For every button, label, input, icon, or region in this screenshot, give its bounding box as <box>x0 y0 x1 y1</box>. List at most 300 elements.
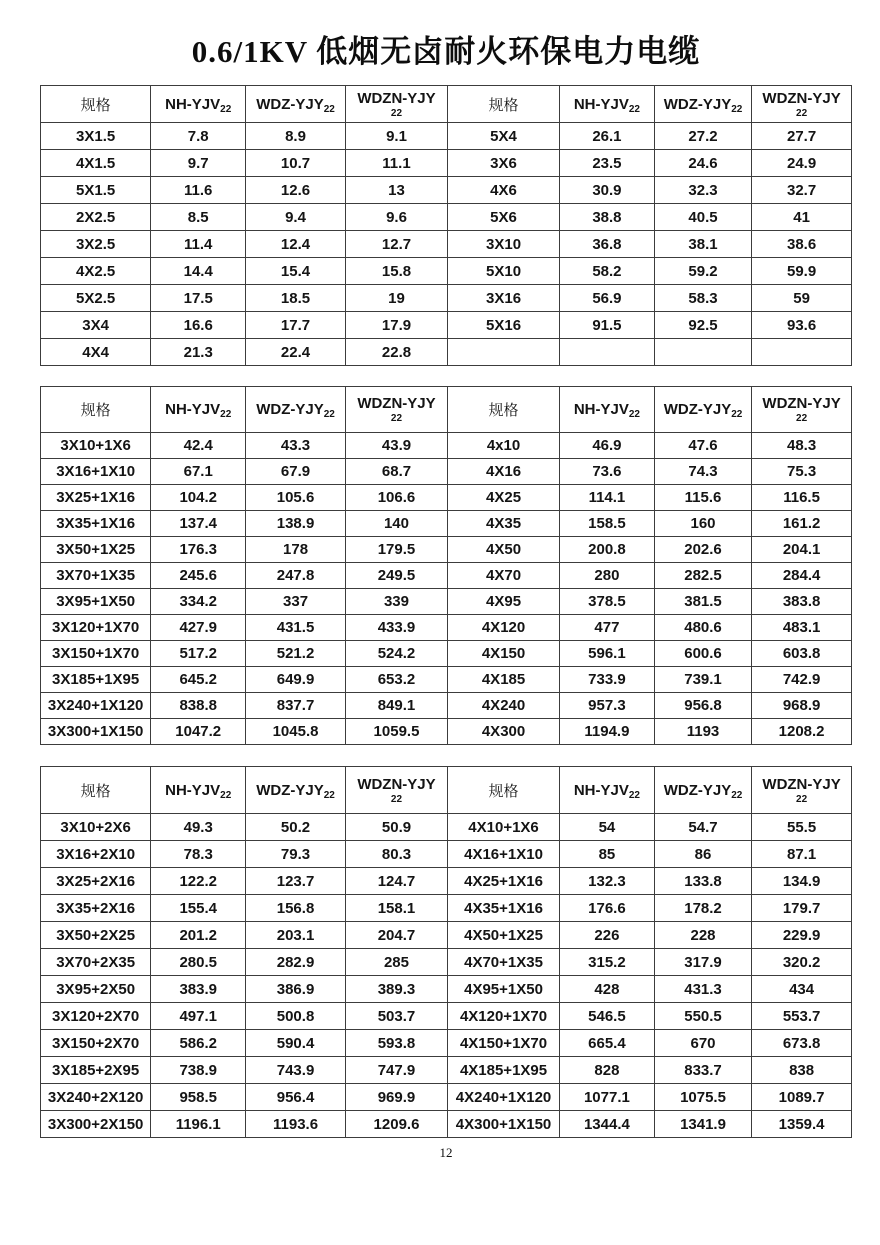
value-cell: 1344.4 <box>559 1111 654 1138</box>
value-cell: 158.1 <box>345 895 447 922</box>
spec-cell: 3X50+2X25 <box>41 922 151 949</box>
header-label: NH-YJV <box>573 781 629 799</box>
value-cell: 133.8 <box>654 868 751 895</box>
value-cell: 600.6 <box>654 641 751 667</box>
table-row <box>41 204 852 231</box>
table-row <box>41 537 852 563</box>
cable-type-column-header <box>246 767 346 814</box>
value-cell: 75.3 <box>752 459 852 485</box>
table-row <box>41 177 852 204</box>
value-cell: 137.4 <box>151 511 246 537</box>
spec-cell: 3X95+1X50 <box>41 589 151 615</box>
spec-cell: 4X120+1X70 <box>448 1003 560 1030</box>
value-cell: 8.5 <box>151 204 246 231</box>
value-cell: 586.2 <box>151 1030 246 1057</box>
table-row <box>41 693 852 719</box>
table-row <box>41 1030 852 1057</box>
value-cell: 11.1 <box>345 150 447 177</box>
value-cell: 1196.1 <box>151 1111 246 1138</box>
cable-type-column-header <box>654 387 751 433</box>
spec-cell: 4X16 <box>448 459 560 485</box>
value-cell: 957.3 <box>559 693 654 719</box>
value-cell: 521.2 <box>246 641 346 667</box>
value-cell: 67.9 <box>246 459 346 485</box>
value-cell: 26.1 <box>559 123 654 150</box>
spec-cell: 3X240+1X120 <box>41 693 151 719</box>
value-cell: 315.2 <box>559 949 654 976</box>
value-cell: 480.6 <box>654 615 751 641</box>
header-subscript: 22 <box>731 789 743 801</box>
cable-type-column-header <box>151 767 246 814</box>
cable-type-column-header <box>559 86 654 123</box>
value-cell: 67.1 <box>151 459 246 485</box>
value-cell: 85 <box>559 841 654 868</box>
table-row <box>41 258 852 285</box>
value-cell: 386.9 <box>246 976 346 1003</box>
spec-cell: 3X10+2X6 <box>41 814 151 841</box>
value-cell: 428 <box>559 976 654 1003</box>
value-cell: 339 <box>345 589 447 615</box>
value-cell: 204.1 <box>752 537 852 563</box>
value-cell: 86 <box>654 841 751 868</box>
value-cell: 284.4 <box>752 563 852 589</box>
value-cell: 50.2 <box>246 814 346 841</box>
table-row <box>41 949 852 976</box>
table-row <box>41 641 852 667</box>
value-cell: 317.9 <box>654 949 751 976</box>
header-label: WDZ-YJY <box>256 781 324 799</box>
value-cell: 80.3 <box>345 841 447 868</box>
cable-table-2 <box>40 386 852 745</box>
spec-cell: 4X35+1X16 <box>448 895 560 922</box>
table-1-body <box>41 123 852 366</box>
value-cell: 27.7 <box>752 123 852 150</box>
spec-cell: 3X35+2X16 <box>41 895 151 922</box>
header-label: 规格 <box>80 97 111 114</box>
table-2-body <box>41 433 852 745</box>
spec-cell: 5X2.5 <box>41 285 151 312</box>
value-cell: 73.6 <box>559 459 654 485</box>
value-cell: 138.9 <box>246 511 346 537</box>
cable-type-column-header <box>151 86 246 123</box>
value-cell: 334.2 <box>151 589 246 615</box>
value-cell: 14.4 <box>151 258 246 285</box>
spec-cell: 3X10 <box>448 231 560 258</box>
value-cell: 40.5 <box>654 204 751 231</box>
value-cell: 285 <box>345 949 447 976</box>
value-cell: 18.5 <box>246 285 346 312</box>
spec-cell: 3X50+1X25 <box>41 537 151 563</box>
value-cell: 87.1 <box>752 841 852 868</box>
value-cell: 653.2 <box>345 667 447 693</box>
cable-type-column-header <box>345 86 447 123</box>
value-cell: 546.5 <box>559 1003 654 1030</box>
spec-cell: 4X150+1X70 <box>448 1030 560 1057</box>
value-cell: 10.7 <box>246 150 346 177</box>
value-cell <box>654 339 751 366</box>
table-row <box>41 1057 852 1084</box>
table-3-body <box>41 814 852 1138</box>
header-label: WDZN-YJY <box>762 395 841 412</box>
cable-type-column-header <box>654 767 751 814</box>
header-label: WDZN-YJY <box>357 775 436 793</box>
value-cell: 282.5 <box>654 563 751 589</box>
spec-cell: 3X300+2X150 <box>41 1111 151 1138</box>
table-row <box>41 976 852 1003</box>
value-cell: 178 <box>246 537 346 563</box>
value-cell: 383.9 <box>151 976 246 1003</box>
cable-type-column-header <box>246 86 346 123</box>
spec-cell: 4X185+1X95 <box>448 1057 560 1084</box>
value-cell: 1075.5 <box>654 1084 751 1111</box>
value-cell: 747.9 <box>345 1057 447 1084</box>
spec-cell: 5X6 <box>448 204 560 231</box>
spec-column-header <box>448 767 560 814</box>
header-subscript: 22 <box>390 793 403 805</box>
cable-type-column-header <box>151 387 246 433</box>
table-gap <box>40 366 880 386</box>
value-cell: 15.4 <box>246 258 346 285</box>
header-subscript: 22 <box>220 103 232 115</box>
value-cell: 24.9 <box>752 150 852 177</box>
header-label: WDZ-YJY <box>663 401 732 418</box>
value-cell: 427.9 <box>151 615 246 641</box>
value-cell: 12.4 <box>246 231 346 258</box>
value-cell: 739.1 <box>654 667 751 693</box>
value-cell: 115.6 <box>654 485 751 511</box>
table-header-row <box>41 387 852 433</box>
spec-cell: 3X120+1X70 <box>41 615 151 641</box>
header-subscript: 22 <box>628 789 640 801</box>
value-cell: 381.5 <box>654 589 751 615</box>
header-subscript: 22 <box>220 789 232 801</box>
value-cell: 19 <box>345 285 447 312</box>
spec-cell: 3X95+2X50 <box>41 976 151 1003</box>
value-cell: 1077.1 <box>559 1084 654 1111</box>
spec-column-header <box>41 86 151 123</box>
table-row <box>41 589 852 615</box>
value-cell: 58.2 <box>559 258 654 285</box>
cable-type-column-header <box>752 86 852 123</box>
value-cell: 200.8 <box>559 537 654 563</box>
value-cell: 383.8 <box>752 589 852 615</box>
value-cell: 176.6 <box>559 895 654 922</box>
spec-cell: 3X300+1X150 <box>41 719 151 745</box>
value-cell: 43.3 <box>246 433 346 459</box>
value-cell: 9.7 <box>151 150 246 177</box>
header-subscript: 22 <box>796 107 808 119</box>
value-cell <box>559 339 654 366</box>
header-label: WDZ-YJY <box>256 95 324 113</box>
header-subscript: 22 <box>390 107 403 119</box>
value-cell: 27.2 <box>654 123 751 150</box>
spec-cell: 4x10 <box>448 433 560 459</box>
table-row <box>41 150 852 177</box>
value-cell: 742.9 <box>752 667 852 693</box>
value-cell: 92.5 <box>654 312 751 339</box>
spec-cell: 5X1.5 <box>41 177 151 204</box>
table-row <box>41 895 852 922</box>
table-1-header <box>41 86 852 123</box>
header-subscript: 22 <box>731 103 743 115</box>
value-cell: 105.6 <box>246 485 346 511</box>
value-cell: 106.6 <box>345 485 447 511</box>
value-cell: 596.1 <box>559 641 654 667</box>
value-cell: 8.9 <box>246 123 346 150</box>
spec-cell: 4X300+1X150 <box>448 1111 560 1138</box>
header-subscript: 22 <box>796 793 808 805</box>
value-cell: 78.3 <box>151 841 246 868</box>
header-subscript: 22 <box>796 413 808 424</box>
spec-cell: 3X150+1X70 <box>41 641 151 667</box>
value-cell: 68.7 <box>345 459 447 485</box>
value-cell: 22.8 <box>345 339 447 366</box>
value-cell: 48.3 <box>752 433 852 459</box>
table-row <box>41 231 852 258</box>
value-cell: 41 <box>752 204 852 231</box>
spec-cell: 2X2.5 <box>41 204 151 231</box>
table-row <box>41 339 852 366</box>
value-cell: 1193 <box>654 719 751 745</box>
spec-cell: 5X16 <box>448 312 560 339</box>
spec-cell: 4X150 <box>448 641 560 667</box>
spec-cell: 5X4 <box>448 123 560 150</box>
value-cell: 849.1 <box>345 693 447 719</box>
table-3-header <box>41 767 852 814</box>
header-subscript: 22 <box>220 409 232 420</box>
page-number: 12 <box>439 1145 453 1160</box>
value-cell: 176.3 <box>151 537 246 563</box>
header-subscript: 22 <box>628 409 640 420</box>
value-cell: 132.3 <box>559 868 654 895</box>
value-cell: 969.9 <box>345 1084 447 1111</box>
spec-cell: 3X185+1X95 <box>41 667 151 693</box>
value-cell: 56.9 <box>559 285 654 312</box>
value-cell: 140 <box>345 511 447 537</box>
cable-type-column-header <box>752 767 852 814</box>
value-cell: 74.3 <box>654 459 751 485</box>
cable-type-column-header <box>559 387 654 433</box>
value-cell: 179.5 <box>345 537 447 563</box>
spec-cell: 4X1.5 <box>41 150 151 177</box>
value-cell: 36.8 <box>559 231 654 258</box>
value-cell <box>752 339 852 366</box>
header-subscript: 22 <box>323 103 335 115</box>
value-cell: 838 <box>752 1057 852 1084</box>
value-cell: 477 <box>559 615 654 641</box>
spec-column-header <box>448 387 560 433</box>
value-cell: 673.8 <box>752 1030 852 1057</box>
value-cell: 958.5 <box>151 1084 246 1111</box>
spec-column-header <box>41 387 151 433</box>
header-label: 规格 <box>80 403 111 419</box>
value-cell: 497.1 <box>151 1003 246 1030</box>
value-cell: 1341.9 <box>654 1111 751 1138</box>
cable-type-column-header <box>752 387 852 433</box>
header-label: WDZN-YJY <box>762 89 841 107</box>
value-cell: 32.3 <box>654 177 751 204</box>
spec-cell: 4X240+1X120 <box>448 1084 560 1111</box>
spec-cell: 4X185 <box>448 667 560 693</box>
value-cell: 280.5 <box>151 949 246 976</box>
table-row <box>41 285 852 312</box>
value-cell: 9.6 <box>345 204 447 231</box>
value-cell: 320.2 <box>752 949 852 976</box>
value-cell: 483.1 <box>752 615 852 641</box>
table-gap <box>40 745 880 766</box>
value-cell: 1359.4 <box>752 1111 852 1138</box>
value-cell: 433.9 <box>345 615 447 641</box>
value-cell: 49.3 <box>151 814 246 841</box>
spec-cell: 5X10 <box>448 258 560 285</box>
value-cell: 431.5 <box>246 615 346 641</box>
value-cell: 524.2 <box>345 641 447 667</box>
value-cell: 603.8 <box>752 641 852 667</box>
table-row <box>41 485 852 511</box>
header-label: 规格 <box>488 403 519 419</box>
spec-cell: 3X70+2X35 <box>41 949 151 976</box>
spec-cell: 4X10+1X6 <box>448 814 560 841</box>
table-row <box>41 459 852 485</box>
spec-cell: 4X35 <box>448 511 560 537</box>
value-cell: 12.6 <box>246 177 346 204</box>
table-row <box>41 1084 852 1111</box>
spec-cell: 4X50+1X25 <box>448 922 560 949</box>
header-label: WDZ-YJY <box>256 401 324 418</box>
value-cell: 743.9 <box>246 1057 346 1084</box>
value-cell: 116.5 <box>752 485 852 511</box>
value-cell: 593.8 <box>345 1030 447 1057</box>
spec-cell: 4X16+1X10 <box>448 841 560 868</box>
value-cell: 11.4 <box>151 231 246 258</box>
value-cell: 7.8 <box>151 123 246 150</box>
value-cell: 156.8 <box>246 895 346 922</box>
value-cell: 828 <box>559 1057 654 1084</box>
value-cell: 229.9 <box>752 922 852 949</box>
table-row <box>41 511 852 537</box>
header-label: WDZN-YJY <box>762 775 841 793</box>
value-cell: 21.3 <box>151 339 246 366</box>
value-cell: 833.7 <box>654 1057 751 1084</box>
value-cell: 247.8 <box>246 563 346 589</box>
spec-cell: 4X70+1X35 <box>448 949 560 976</box>
value-cell: 1193.6 <box>246 1111 346 1138</box>
header-label: NH-YJV <box>165 95 221 113</box>
header-label: NH-YJV <box>573 95 629 113</box>
value-cell: 32.7 <box>752 177 852 204</box>
spec-column-header <box>448 86 560 123</box>
table-row <box>41 868 852 895</box>
table-row <box>41 615 852 641</box>
value-cell: 59.2 <box>654 258 751 285</box>
cable-type-column-header <box>246 387 346 433</box>
value-cell: 155.4 <box>151 895 246 922</box>
table-row <box>41 922 852 949</box>
value-cell: 178.2 <box>654 895 751 922</box>
value-cell: 23.5 <box>559 150 654 177</box>
spec-cell: 3X2.5 <box>41 231 151 258</box>
value-cell: 160 <box>654 511 751 537</box>
value-cell: 1208.2 <box>752 719 852 745</box>
header-label: WDZ-YJY <box>663 95 732 113</box>
value-cell: 55.5 <box>752 814 852 841</box>
header-label: WDZN-YJY <box>357 89 436 107</box>
value-cell: 12.7 <box>345 231 447 258</box>
value-cell: 590.4 <box>246 1030 346 1057</box>
value-cell: 245.6 <box>151 563 246 589</box>
header-label: WDZ-YJY <box>663 781 732 799</box>
spec-cell: 3X16+1X10 <box>41 459 151 485</box>
value-cell: 956.4 <box>246 1084 346 1111</box>
value-cell: 378.5 <box>559 589 654 615</box>
value-cell: 733.9 <box>559 667 654 693</box>
value-cell: 158.5 <box>559 511 654 537</box>
value-cell: 58.3 <box>654 285 751 312</box>
value-cell: 11.6 <box>151 177 246 204</box>
spec-cell: 3X240+2X120 <box>41 1084 151 1111</box>
value-cell: 161.2 <box>752 511 852 537</box>
cable-type-column-header <box>654 86 751 123</box>
cable-table-1 <box>40 85 852 366</box>
spec-cell: 4X2.5 <box>41 258 151 285</box>
value-cell: 38.8 <box>559 204 654 231</box>
spec-cell: 4X95 <box>448 589 560 615</box>
spec-cell: 3X16 <box>448 285 560 312</box>
spec-cell: 3X6 <box>448 150 560 177</box>
value-cell: 54 <box>559 814 654 841</box>
page-title: 0.6/1KV 低烟无卤耐火环保电力电缆 <box>191 34 701 69</box>
value-cell: 47.6 <box>654 433 751 459</box>
value-cell: 22.4 <box>246 339 346 366</box>
spec-cell: 3X185+2X95 <box>41 1057 151 1084</box>
value-cell: 553.7 <box>752 1003 852 1030</box>
table-header-row <box>41 86 852 123</box>
value-cell: 1059.5 <box>345 719 447 745</box>
value-cell: 645.2 <box>151 667 246 693</box>
spec-cell: 4X95+1X50 <box>448 976 560 1003</box>
value-cell: 42.4 <box>151 433 246 459</box>
value-cell: 38.1 <box>654 231 751 258</box>
value-cell: 134.9 <box>752 868 852 895</box>
table-row <box>41 719 852 745</box>
value-cell: 30.9 <box>559 177 654 204</box>
value-cell: 17.9 <box>345 312 447 339</box>
value-cell: 249.5 <box>345 563 447 589</box>
cable-type-column-header <box>345 387 447 433</box>
spec-cell: 3X16+2X10 <box>41 841 151 868</box>
value-cell: 50.9 <box>345 814 447 841</box>
header-subscript: 22 <box>323 409 335 420</box>
table-row <box>41 814 852 841</box>
table-row <box>41 841 852 868</box>
value-cell: 434 <box>752 976 852 1003</box>
header-label: 规格 <box>488 783 519 800</box>
value-cell: 738.9 <box>151 1057 246 1084</box>
value-cell: 282.9 <box>246 949 346 976</box>
value-cell: 226 <box>559 922 654 949</box>
spec-cell: 3X10+1X6 <box>41 433 151 459</box>
spec-cell: 3X25+2X16 <box>41 868 151 895</box>
spec-cell: 3X120+2X70 <box>41 1003 151 1030</box>
value-cell: 649.9 <box>246 667 346 693</box>
header-label: NH-YJV <box>165 401 221 418</box>
value-cell: 431.3 <box>654 976 751 1003</box>
spec-cell: 4X120 <box>448 615 560 641</box>
value-cell: 122.2 <box>151 868 246 895</box>
spec-cell: 4X50 <box>448 537 560 563</box>
table-2-header <box>41 387 852 433</box>
table-row <box>41 312 852 339</box>
